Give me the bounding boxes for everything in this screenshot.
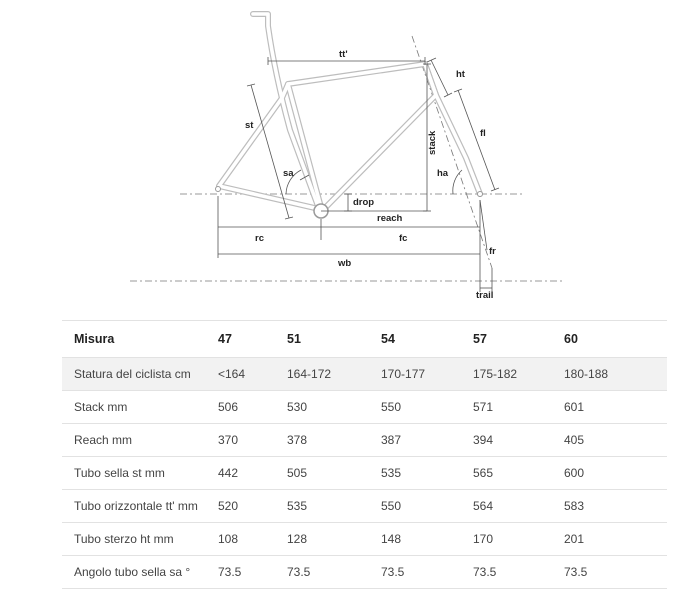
table-cell: 180-188 (552, 358, 667, 391)
label-ht: ht (456, 69, 465, 80)
table-row (62, 556, 667, 589)
table-cell: 201 (552, 523, 667, 556)
table-cell: 520 (206, 490, 275, 523)
table-cell: 148 (369, 523, 461, 556)
header-cell: 54 (369, 321, 461, 358)
header-cell: 60 (552, 321, 667, 358)
label-tt: tt' (339, 49, 348, 60)
label-drop: drop (353, 197, 375, 208)
table-cell: 530 (275, 391, 369, 424)
row-label: Tubo sella st mm (62, 457, 206, 490)
label-reach: reach (377, 213, 403, 224)
front-dropout (478, 192, 483, 197)
table-row (62, 457, 667, 490)
table-cell: <164 (206, 358, 275, 391)
table-cell: 571 (461, 391, 552, 424)
table-row (62, 523, 667, 556)
geometry-table (62, 320, 667, 589)
table-header-row (62, 321, 667, 358)
table-cell: 550 (369, 391, 461, 424)
table-cell: 387 (369, 424, 461, 457)
row-label: Reach mm (62, 424, 206, 457)
label-wb: wb (338, 258, 352, 269)
table-cell: 565 (461, 457, 552, 490)
table-row (62, 391, 667, 424)
label-st: st (245, 120, 254, 131)
table-cell: 442 (206, 457, 275, 490)
table-cell: 73.5 (275, 556, 369, 589)
bike-frame (216, 14, 483, 218)
table-cell: 73.5 (461, 556, 552, 589)
row-label: Stack mm (62, 391, 206, 424)
table-cell: 505 (275, 457, 369, 490)
label-rc: rc (255, 233, 264, 244)
table-cell: 175-182 (461, 358, 552, 391)
table-row (62, 490, 667, 523)
header-cell: 47 (206, 321, 275, 358)
label-trail: trail (476, 290, 494, 301)
table-cell: 405 (552, 424, 667, 457)
row-label: Tubo sterzo ht mm (62, 523, 206, 556)
table-cell: 506 (206, 391, 275, 424)
rear-dropout (216, 187, 221, 192)
table-cell: 550 (369, 490, 461, 523)
table-cell: 170 (461, 523, 552, 556)
table-cell: 73.5 (552, 556, 667, 589)
row-label: Angolo tubo sella sa ° (62, 556, 206, 589)
label-ha: ha (437, 168, 449, 179)
row-label: Tubo orizzontale tt' mm (62, 490, 206, 523)
table-cell: 73.5 (369, 556, 461, 589)
table-cell: 535 (275, 490, 369, 523)
table-cell: 73.5 (206, 556, 275, 589)
label-fr: fr (489, 246, 496, 257)
table-cell: 378 (275, 424, 369, 457)
row-label: Statura del ciclista cm (62, 358, 206, 391)
label-fc: fc (399, 233, 408, 244)
table-cell: 394 (461, 424, 552, 457)
table-cell: 535 (369, 457, 461, 490)
label-stack: stack (427, 130, 438, 155)
table-cell: 370 (206, 424, 275, 457)
table-cell: 564 (461, 490, 552, 523)
table-row (62, 424, 667, 457)
header-cell: Misura (62, 321, 206, 358)
table-cell: 600 (552, 457, 667, 490)
label-sa: sa (283, 168, 294, 179)
table-cell: 601 (552, 391, 667, 424)
table-cell: 108 (206, 523, 275, 556)
header-cell: 51 (275, 321, 369, 358)
table-row (62, 358, 667, 391)
header-cell: 57 (461, 321, 552, 358)
table-cell: 128 (275, 523, 369, 556)
table-cell: 164-172 (275, 358, 369, 391)
table-cell: 583 (552, 490, 667, 523)
table-cell: 170-177 (369, 358, 461, 391)
label-fl: fl (480, 128, 486, 139)
